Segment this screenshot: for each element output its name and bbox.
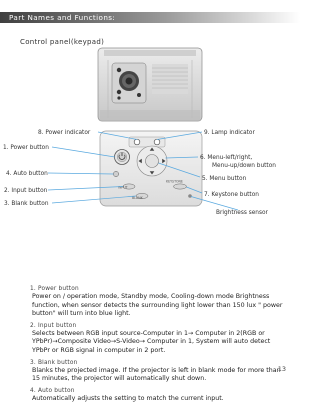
blank-button-label: 3. Blank button	[4, 201, 49, 207]
description-text: Power on / operation mode, Standby mode, Cooling-down mode Brightness function, when sensor detects the surrounding light lower than 150 lux " power button" will turn into blue light.	[32, 293, 283, 318]
lamp-indicator-led	[154, 139, 160, 145]
menu-button-label: 5. Menu button	[202, 176, 247, 182]
description-text: Selects between RGB input source-Computer in 1→ Computer in 2(RGB or YPbPr)→Composite Video→S-Video→ Computer in 1, System will auto detect YPbPr or RGB signal in computer in 2 port.	[32, 329, 271, 354]
description-text: Blanks the projected image. If the projector is left in blank mode for more than 15 minutes, the projector will automatically shut down.	[32, 366, 281, 383]
keystone-button[interactable]	[174, 184, 187, 189]
auto-button-label: 4. Auto button	[6, 171, 48, 177]
description-title: 3. Blank button	[30, 359, 78, 366]
keystone-button-label: 7. Keystone button	[204, 192, 259, 198]
description-item	[30, 322, 286, 356]
power-indicator-led	[134, 139, 140, 145]
menu-up-down-label: Menu-up/down button	[212, 163, 276, 169]
input-panel-label: INPUT	[118, 185, 128, 190]
keypad-panel	[100, 131, 202, 206]
keystone-panel-label: KEYSTONE	[166, 179, 183, 184]
menu-button[interactable]	[146, 155, 159, 168]
auto-button[interactable]	[113, 171, 118, 176]
menu-left-right-label: 6. Menu-left/right,	[200, 155, 253, 161]
brightness-sensor-dot	[188, 194, 192, 198]
power-button-label: 1. Power button	[3, 145, 49, 151]
blank-panel-label: BLANK	[132, 196, 143, 200]
brightness-sensor-label: Brightness sensor	[216, 210, 268, 216]
description-item	[30, 387, 286, 404]
page-number: 13	[277, 365, 286, 373]
control-panel-subtitle: Control panel(keypad)	[20, 38, 105, 46]
projector-top-view	[98, 48, 202, 121]
description-title: 1. Power button	[30, 286, 79, 292]
description-title: 4. Auto button	[30, 387, 75, 394]
power-indicator-label: 8. Power indicator	[38, 130, 91, 136]
lamp-indicator-label: 9. Lamp indicator	[204, 130, 255, 136]
description-item	[30, 285, 286, 319]
description-text: Automatically adjusts the setting to match the current input.	[32, 394, 224, 402]
description-title: 2. Input button	[30, 322, 77, 329]
section-title: Part Names and Functions:	[9, 13, 116, 22]
input-button-label: 2. Input button	[4, 188, 48, 194]
description-item	[30, 359, 286, 384]
